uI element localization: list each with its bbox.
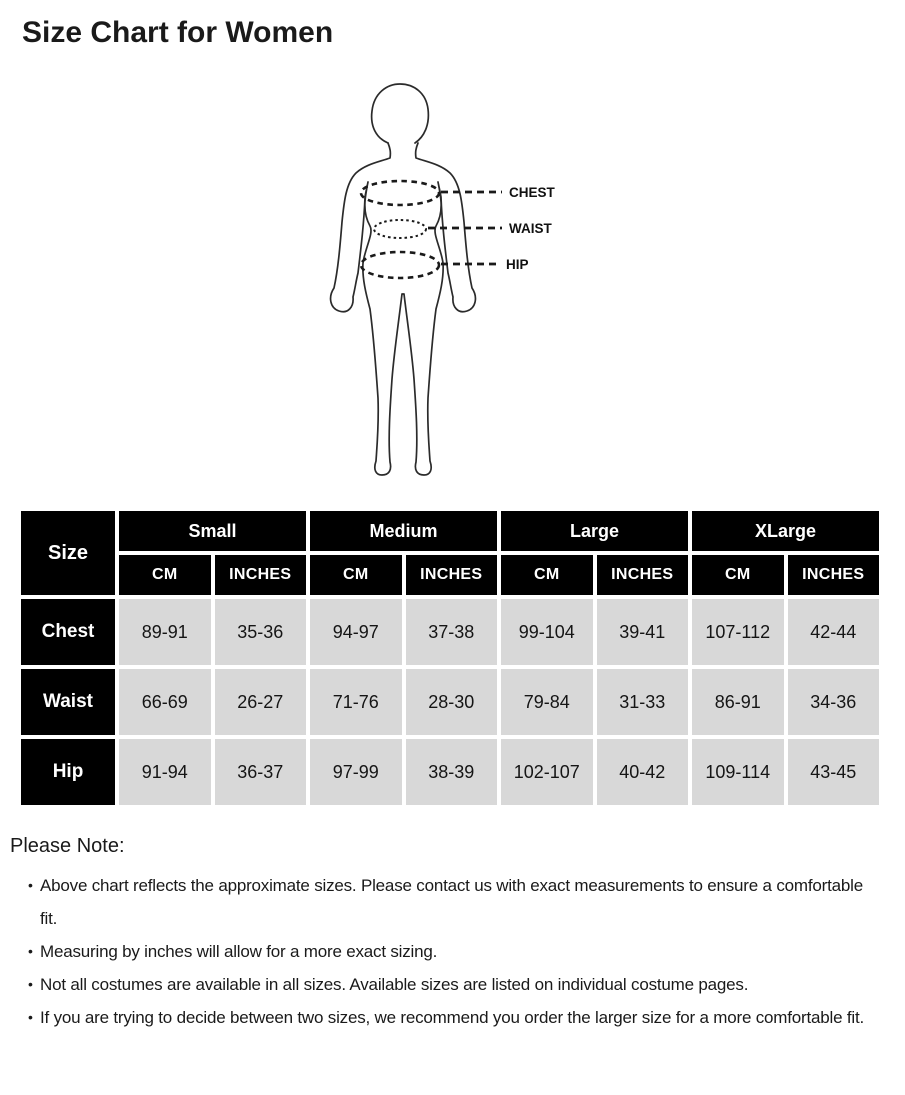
group-header-xlarge: XLarge xyxy=(692,511,879,551)
table-header-row-units xyxy=(21,555,879,595)
note-text: Not all costumes are available in all sizes. Available sizes are listed on individual costume pages. xyxy=(40,975,749,994)
unit-header-inches: INCHES xyxy=(788,555,880,595)
measurement-cell: 35-36 xyxy=(215,599,307,665)
size-corner-header: Size xyxy=(21,511,115,595)
note-item xyxy=(28,1001,870,1034)
measurement-cell: 107-112 xyxy=(692,599,784,665)
measurement-cell: 94-97 xyxy=(310,599,402,665)
row-header-chest: Chest xyxy=(21,599,115,665)
size-chart-table xyxy=(17,507,883,809)
table-row-chest xyxy=(21,599,879,665)
note-text: Above chart reflects the approximate sizes. Please contact us with exact measurements to ensure a comfortable fit. xyxy=(40,876,863,928)
waist-label: WAIST xyxy=(509,221,552,236)
figure-head-outline xyxy=(372,84,429,143)
note-text: If you are trying to decide between two sizes, we recommend you order the larger size for a more comfortable fit. xyxy=(40,1008,865,1027)
group-header-small: Small xyxy=(119,511,306,551)
measurement-cell: 102-107 xyxy=(501,739,593,805)
measurement-cell: 31-33 xyxy=(597,669,689,735)
woman-body-figure xyxy=(283,80,623,482)
chest-label: CHEST xyxy=(509,185,555,200)
measurement-cell: 89-91 xyxy=(119,599,211,665)
measurement-cell: 40-42 xyxy=(597,739,689,805)
note-text: Measuring by inches will allow for a more exact sizing. xyxy=(40,942,438,961)
table-row-waist xyxy=(21,669,879,735)
measurement-cell: 79-84 xyxy=(501,669,593,735)
chest-measure-ellipse xyxy=(361,181,439,205)
measurement-cell: 38-39 xyxy=(406,739,498,805)
measurement-cell: 37-38 xyxy=(406,599,498,665)
measurement-cell: 36-37 xyxy=(215,739,307,805)
unit-header-inches: INCHES xyxy=(406,555,498,595)
table-header-row-groups xyxy=(21,511,879,551)
waist-measure-ellipse xyxy=(374,220,426,238)
row-header-hip: Hip xyxy=(21,739,115,805)
note-list xyxy=(10,869,870,1034)
measurement-cell: 71-76 xyxy=(310,669,402,735)
measurement-cell: 26-27 xyxy=(215,669,307,735)
note-item xyxy=(28,869,870,935)
unit-header-cm: CM xyxy=(692,555,784,595)
table-row-hip xyxy=(21,739,879,805)
notes-section xyxy=(10,833,891,1034)
note-item xyxy=(28,935,870,968)
unit-header-inches: INCHES xyxy=(597,555,689,595)
measurement-cell: 43-45 xyxy=(788,739,880,805)
measurement-cell: 86-91 xyxy=(692,669,784,735)
measurement-cell: 28-30 xyxy=(406,669,498,735)
unit-header-cm: CM xyxy=(310,555,402,595)
hip-label: HIP xyxy=(506,257,529,272)
measurement-cell: 97-99 xyxy=(310,739,402,805)
page-title: Size Chart for Women xyxy=(22,16,334,49)
measurement-figure xyxy=(0,80,905,482)
measurement-cell: 91-94 xyxy=(119,739,211,805)
bullet-dot: • xyxy=(28,1009,33,1025)
note-item xyxy=(28,968,870,1001)
group-header-medium: Medium xyxy=(310,511,497,551)
unit-header-cm: CM xyxy=(119,555,211,595)
measurement-cell: 42-44 xyxy=(788,599,880,665)
measurement-cell: 39-41 xyxy=(597,599,689,665)
notes-heading: Please Note: xyxy=(10,835,125,857)
measurement-cell: 99-104 xyxy=(501,599,593,665)
hip-measure-ellipse xyxy=(361,252,439,278)
measurement-cell: 109-114 xyxy=(692,739,784,805)
unit-header-cm: CM xyxy=(501,555,593,595)
bullet-dot: • xyxy=(28,943,33,959)
measurement-cell: 34-36 xyxy=(788,669,880,735)
unit-header-inches: INCHES xyxy=(215,555,307,595)
group-header-large: Large xyxy=(501,511,688,551)
bullet-dot: • xyxy=(28,877,33,893)
measurement-cell: 66-69 xyxy=(119,669,211,735)
row-header-waist: Waist xyxy=(21,669,115,735)
bullet-dot: • xyxy=(28,976,33,992)
